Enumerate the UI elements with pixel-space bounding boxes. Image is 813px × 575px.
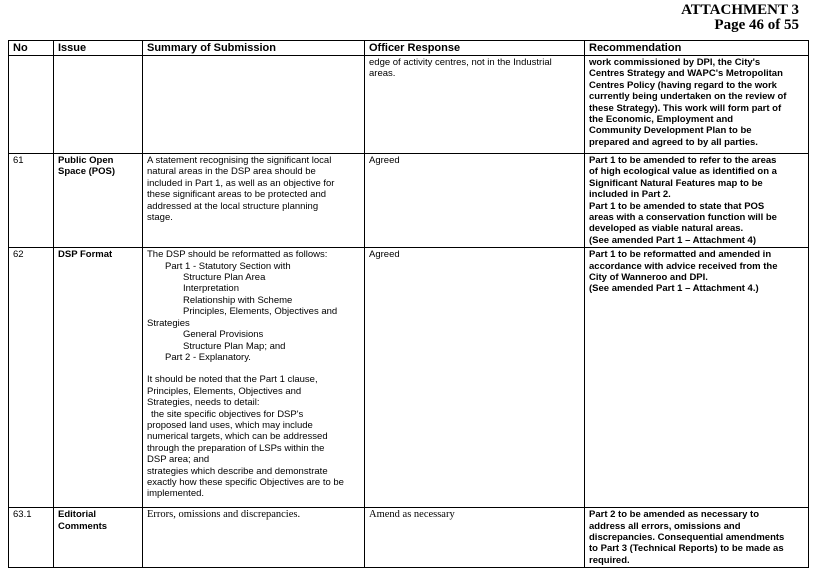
cell-no: 62 xyxy=(9,248,54,508)
cell-issue: DSP Format xyxy=(54,248,143,508)
attachment-title: ATTACHMENT 3 xyxy=(681,2,799,18)
table-row xyxy=(9,248,809,508)
cell-summary: The DSP should be reformatted as follows: Part 1 - Statutory Section with Structure Plan Area Interpretation Relationship with Scheme Principles, Elements, Objectives and Strategies General Provisions Structure Plan Map; and Part 2 - Explanatory. It should be noted that the Part 1 clause, Principles, Elements, Objectives and Strategies, needs to detail: the site specific objectives for DSP's proposed land uses, which may include numerical targets, which can be addressed through the preparation of LSPs within the DSP area; and strategies which describe and demonstrate exactly how these specific Objectives are to be implemented. xyxy=(143,248,365,508)
cell-issue: Public Open Space (POS) xyxy=(54,154,143,248)
cell-recommendation: Part 1 to be reformatted and amended in accordance with advice received from the City of Wanneroo and DPI. (See amended Part 1 – Attachment 4.) xyxy=(585,248,809,508)
col-header-recommendation: Recommendation xyxy=(585,41,809,56)
cell-response: Amend as necessary xyxy=(365,508,585,568)
cell-summary: A statement recognising the significant local natural areas in the DSP area should be included in Part 1, as well as an objective for these significant areas to be protected and addressed at the local structure planning stage. xyxy=(143,154,365,248)
table-row xyxy=(9,154,809,248)
attachment-header xyxy=(681,3,799,33)
cell-summary xyxy=(143,56,365,154)
cell-issue: Editorial Comments xyxy=(54,508,143,568)
cell-response: Agreed xyxy=(365,154,585,248)
col-header-summary: Summary of Submission xyxy=(143,41,365,56)
table-row xyxy=(9,56,809,154)
col-header-issue: Issue xyxy=(54,41,143,56)
col-header-no: No xyxy=(9,41,54,56)
cell-issue xyxy=(54,56,143,154)
submissions-table xyxy=(8,40,809,568)
cell-no xyxy=(9,56,54,154)
cell-recommendation: work commissioned by DPI, the City's Centres Strategy and WAPC's Metropolitan Centres Policy (having regard to the work currently being undertaken on the review of these Strategy). This work will form part of the Economic, Employment and Community Development Plan to be prepared and agreed to by all parties. xyxy=(585,56,809,154)
cell-recommendation: Part 1 to be amended to refer to the areas of high ecological value as identified on a Significant Natural Features map to be included in Part 2. Part 1 to be amended to state that POS areas with a conservation function will be developed as viable natural areas. (See amended Part 1 – Attachment 4) xyxy=(585,154,809,248)
table-header-row xyxy=(9,41,809,56)
cell-response: Agreed xyxy=(365,248,585,508)
cell-no: 61 xyxy=(9,154,54,248)
cell-response: edge of activity centres, not in the Industrial areas. xyxy=(365,56,585,154)
col-header-response: Officer Response xyxy=(365,41,585,56)
cell-recommendation: Part 2 to be amended as necessary to address all errors, omissions and discrepancies. Consequential amendments to Part 3 (Technical Reports) to be made as required. xyxy=(585,508,809,568)
cell-no: 63.1 xyxy=(9,508,54,568)
page-number: Page 46 of 55 xyxy=(714,17,799,33)
table-row xyxy=(9,508,809,568)
cell-summary: Errors, omissions and discrepancies. xyxy=(143,508,365,568)
